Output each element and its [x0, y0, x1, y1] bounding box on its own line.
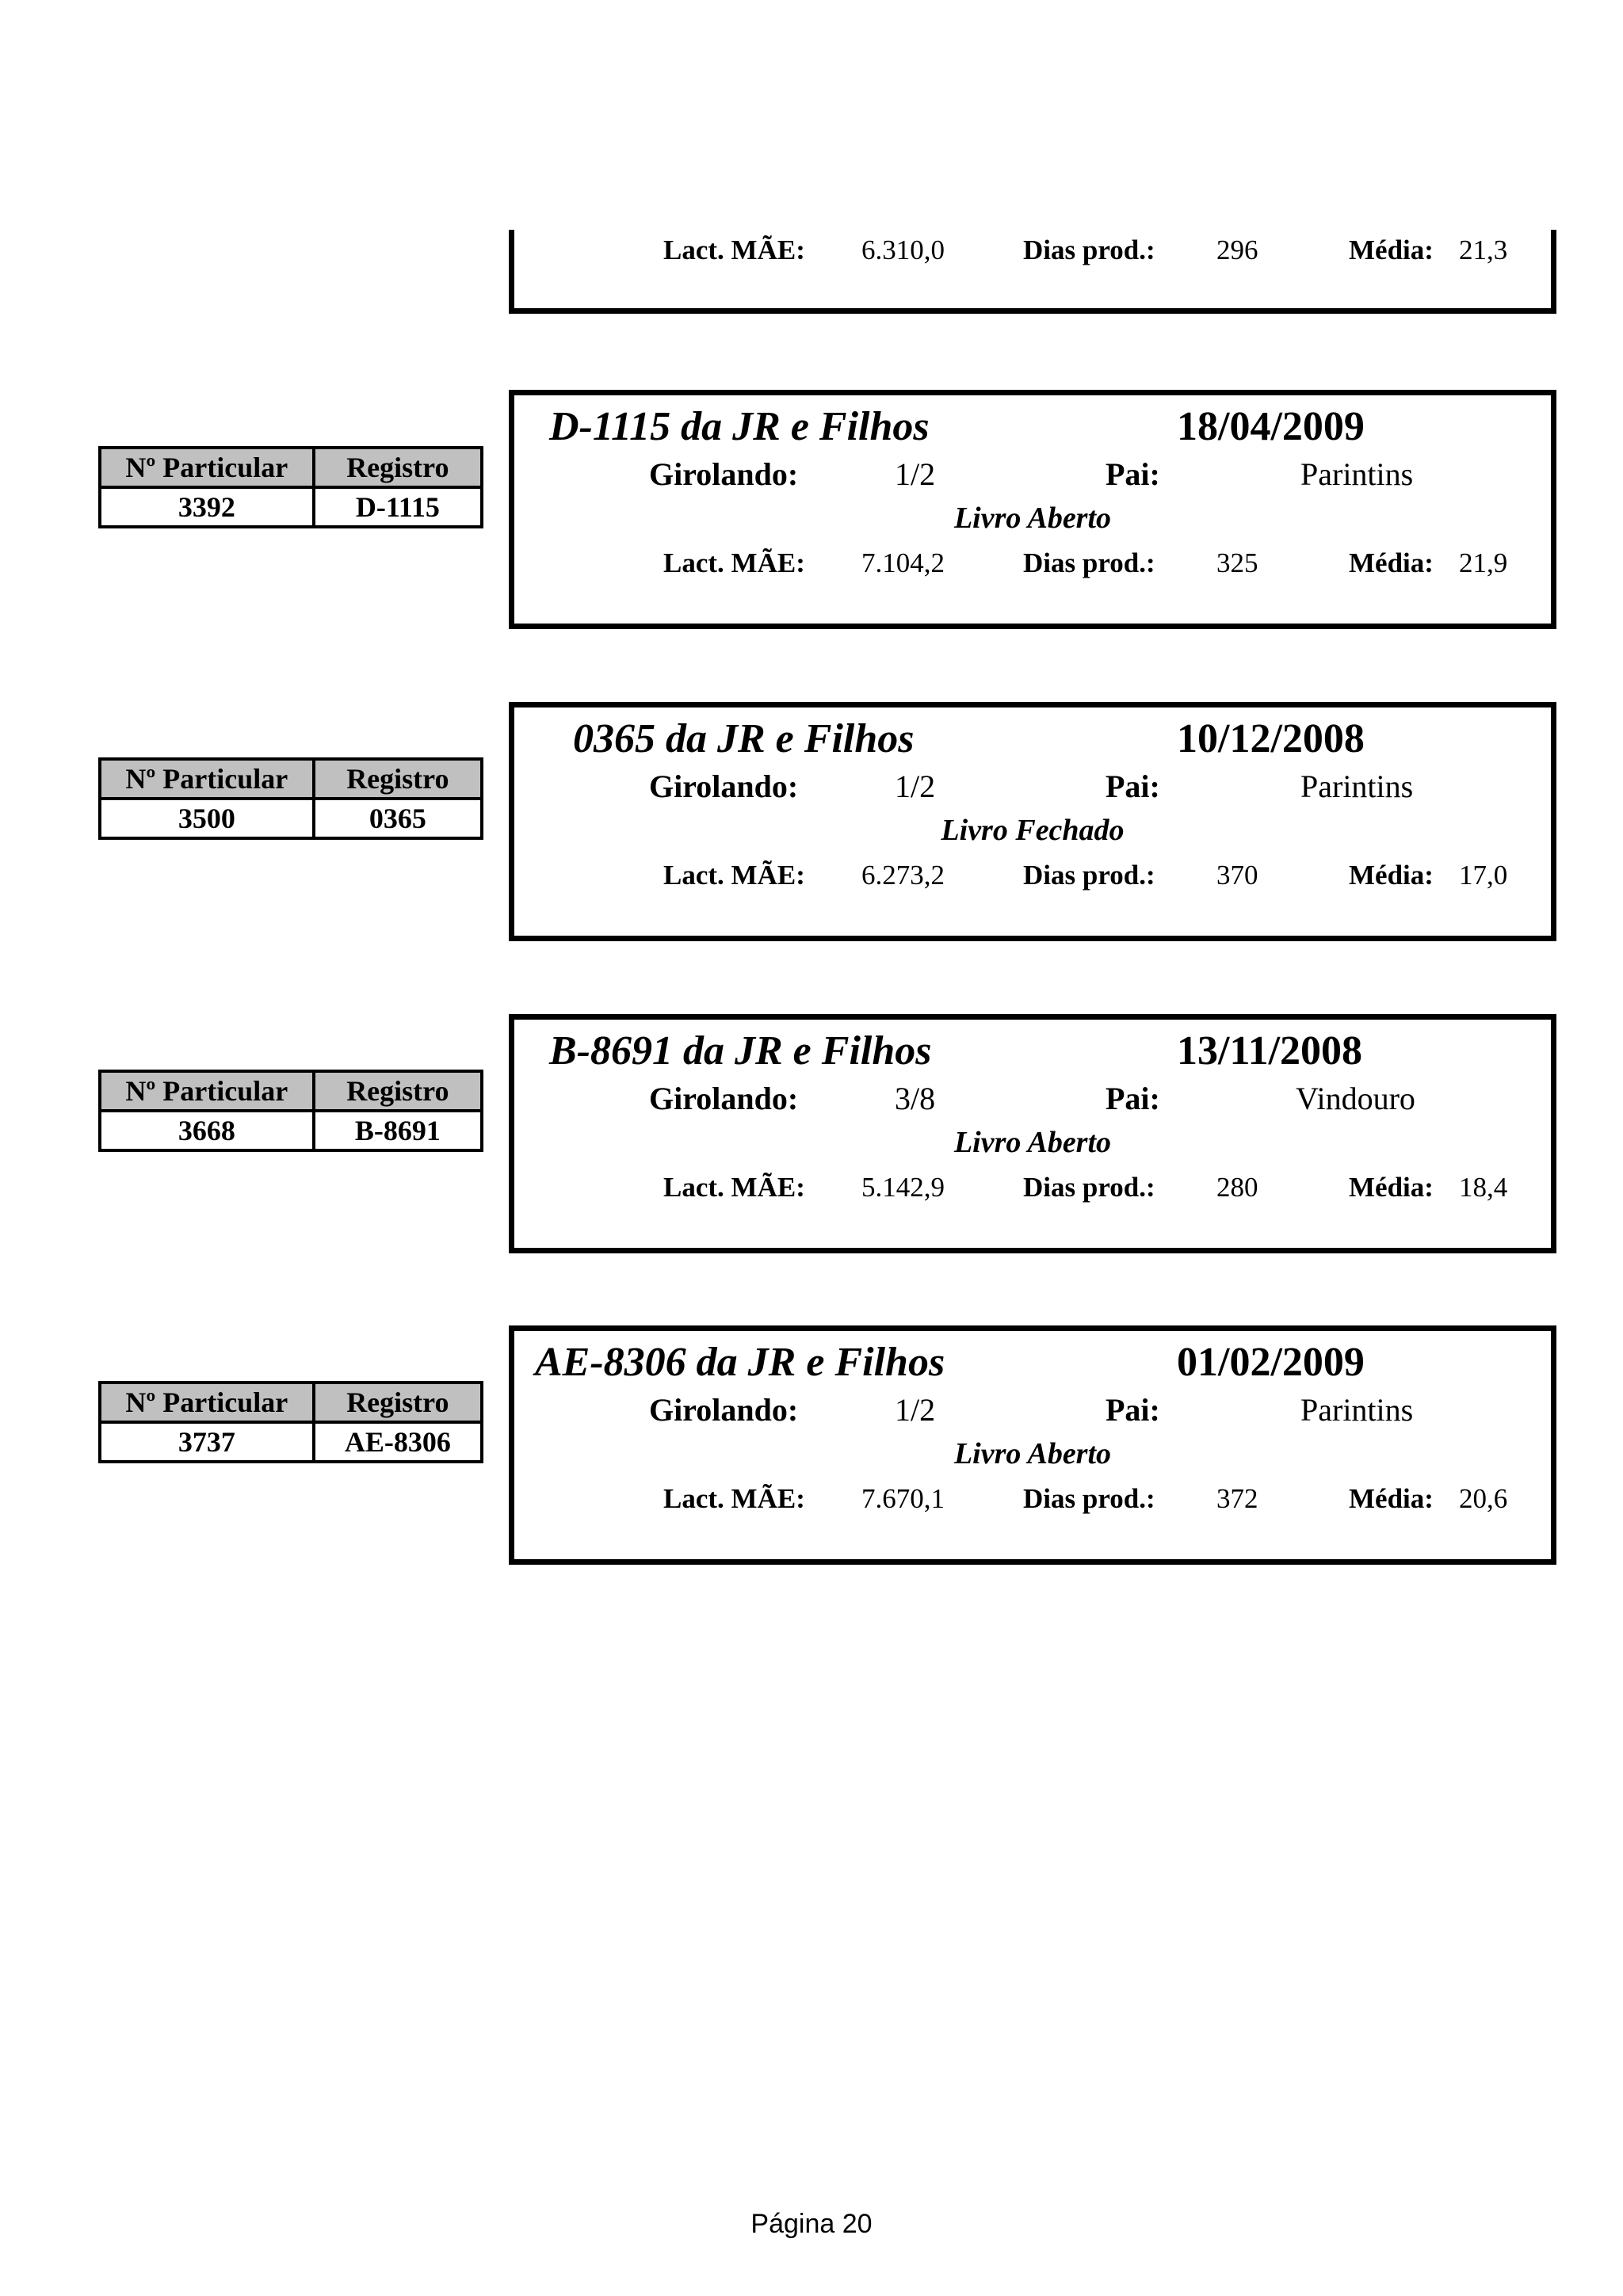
dias-prod-value: 325 [1216, 547, 1258, 578]
registro-value: B-8691 [314, 1111, 482, 1150]
lact-mae-value: 5.142,9 [861, 1172, 945, 1203]
breed-label: Girolando: [649, 1081, 799, 1116]
media-label: Média: [1349, 1483, 1434, 1514]
lact-mae-value: 7.104,2 [861, 547, 945, 578]
livro-status: Livro Aberto [953, 1126, 1112, 1159]
lact-mae-value: 6.273,2 [861, 860, 945, 891]
animal-card [509, 1325, 1556, 1565]
dias-prod-value: 372 [1216, 1483, 1258, 1514]
dias-prod-label: Dias prod.: [1023, 235, 1155, 265]
dias-prod-value: 280 [1216, 1172, 1258, 1203]
pai-label: Pai: [1106, 1081, 1160, 1116]
livro-status: Livro Aberto [953, 1437, 1112, 1470]
animal-title: AE-8306 da JR e Filhos [535, 1340, 945, 1385]
pai-value: Parintins [1300, 456, 1414, 492]
registro-header: Registro [314, 1071, 482, 1111]
partial-animal-card [509, 230, 1556, 314]
breed-value: 3/8 [895, 1081, 936, 1116]
lact-mae-label: Lact. MÃE: [663, 1483, 805, 1514]
particular-value: 3392 [100, 487, 314, 527]
registration-table [98, 446, 483, 528]
animal-card [509, 1014, 1556, 1253]
dias-prod-label: Dias prod.: [1023, 1483, 1155, 1514]
pai-label: Pai: [1106, 1392, 1160, 1428]
livro-status: Livro Fechado [941, 814, 1125, 847]
registration-table [98, 757, 483, 840]
registration-table [98, 1070, 483, 1152]
lact-mae-label: Lact. MÃE: [663, 1172, 805, 1203]
media-value: 21,9 [1459, 547, 1508, 578]
media-value: 20,6 [1459, 1483, 1508, 1514]
registration-table [98, 1381, 483, 1463]
pai-label: Pai: [1106, 456, 1160, 492]
animal-date: 13/11/2008 [1177, 1028, 1363, 1074]
page-number: Página 20 [750, 2209, 873, 2239]
particular-value: 3668 [100, 1111, 314, 1150]
breed-value: 1/2 [895, 1392, 936, 1428]
dias-prod-label: Dias prod.: [1023, 547, 1155, 578]
lact-mae-label: Lact. MÃE: [663, 547, 805, 578]
pai-value: Vindouro [1296, 1081, 1415, 1116]
media-label: Média: [1349, 547, 1434, 578]
dias-prod-value: 296 [1216, 235, 1258, 265]
animal-date: 10/12/2008 [1177, 716, 1365, 761]
media-value: 17,0 [1459, 860, 1508, 891]
pai-value: Parintins [1300, 1392, 1414, 1428]
animal-date: 01/02/2009 [1177, 1340, 1365, 1385]
registro-header: Registro [314, 1383, 482, 1422]
registro-header: Registro [314, 448, 482, 487]
breed-value: 1/2 [895, 769, 936, 804]
media-value: 18,4 [1459, 1172, 1508, 1203]
particular-value: 3500 [100, 799, 314, 838]
animal-date: 18/04/2009 [1177, 404, 1365, 449]
dias-prod-label: Dias prod.: [1023, 1172, 1155, 1203]
particular-header: Nº Particular [100, 1071, 314, 1111]
media-label: Média: [1349, 1172, 1434, 1203]
dias-prod-value: 370 [1216, 860, 1258, 891]
animal-title: D-1115 da JR e Filhos [549, 404, 930, 449]
media-label: Média: [1349, 860, 1434, 891]
particular-header: Nº Particular [100, 448, 314, 487]
pai-label: Pai: [1106, 769, 1160, 804]
registro-value: D-1115 [314, 487, 482, 527]
dias-prod-label: Dias prod.: [1023, 860, 1155, 891]
particular-header: Nº Particular [100, 759, 314, 799]
animal-card [509, 390, 1556, 629]
pai-value: Parintins [1300, 769, 1414, 804]
livro-status: Livro Aberto [953, 502, 1112, 535]
particular-header: Nº Particular [100, 1383, 314, 1422]
animal-title: B-8691 da JR e Filhos [549, 1028, 932, 1074]
breed-label: Girolando: [649, 769, 799, 804]
media-value: 21,3 [1459, 235, 1508, 265]
breed-label: Girolando: [649, 456, 799, 492]
lact-mae-label: Lact. MÃE: [663, 860, 805, 891]
media-label: Média: [1349, 235, 1434, 265]
animal-title: 0365 da JR e Filhos [573, 716, 915, 761]
registro-header: Registro [314, 759, 482, 799]
registro-value: AE-8306 [314, 1422, 482, 1462]
breed-label: Girolando: [649, 1392, 799, 1428]
registro-value: 0365 [314, 799, 482, 838]
breed-value: 1/2 [895, 456, 936, 492]
lact-mae-label: Lact. MÃE: [663, 235, 805, 265]
particular-value: 3737 [100, 1422, 314, 1462]
lact-mae-value: 6.310,0 [861, 235, 945, 265]
lact-mae-value: 7.670,1 [861, 1483, 945, 1514]
animal-card [509, 702, 1556, 941]
